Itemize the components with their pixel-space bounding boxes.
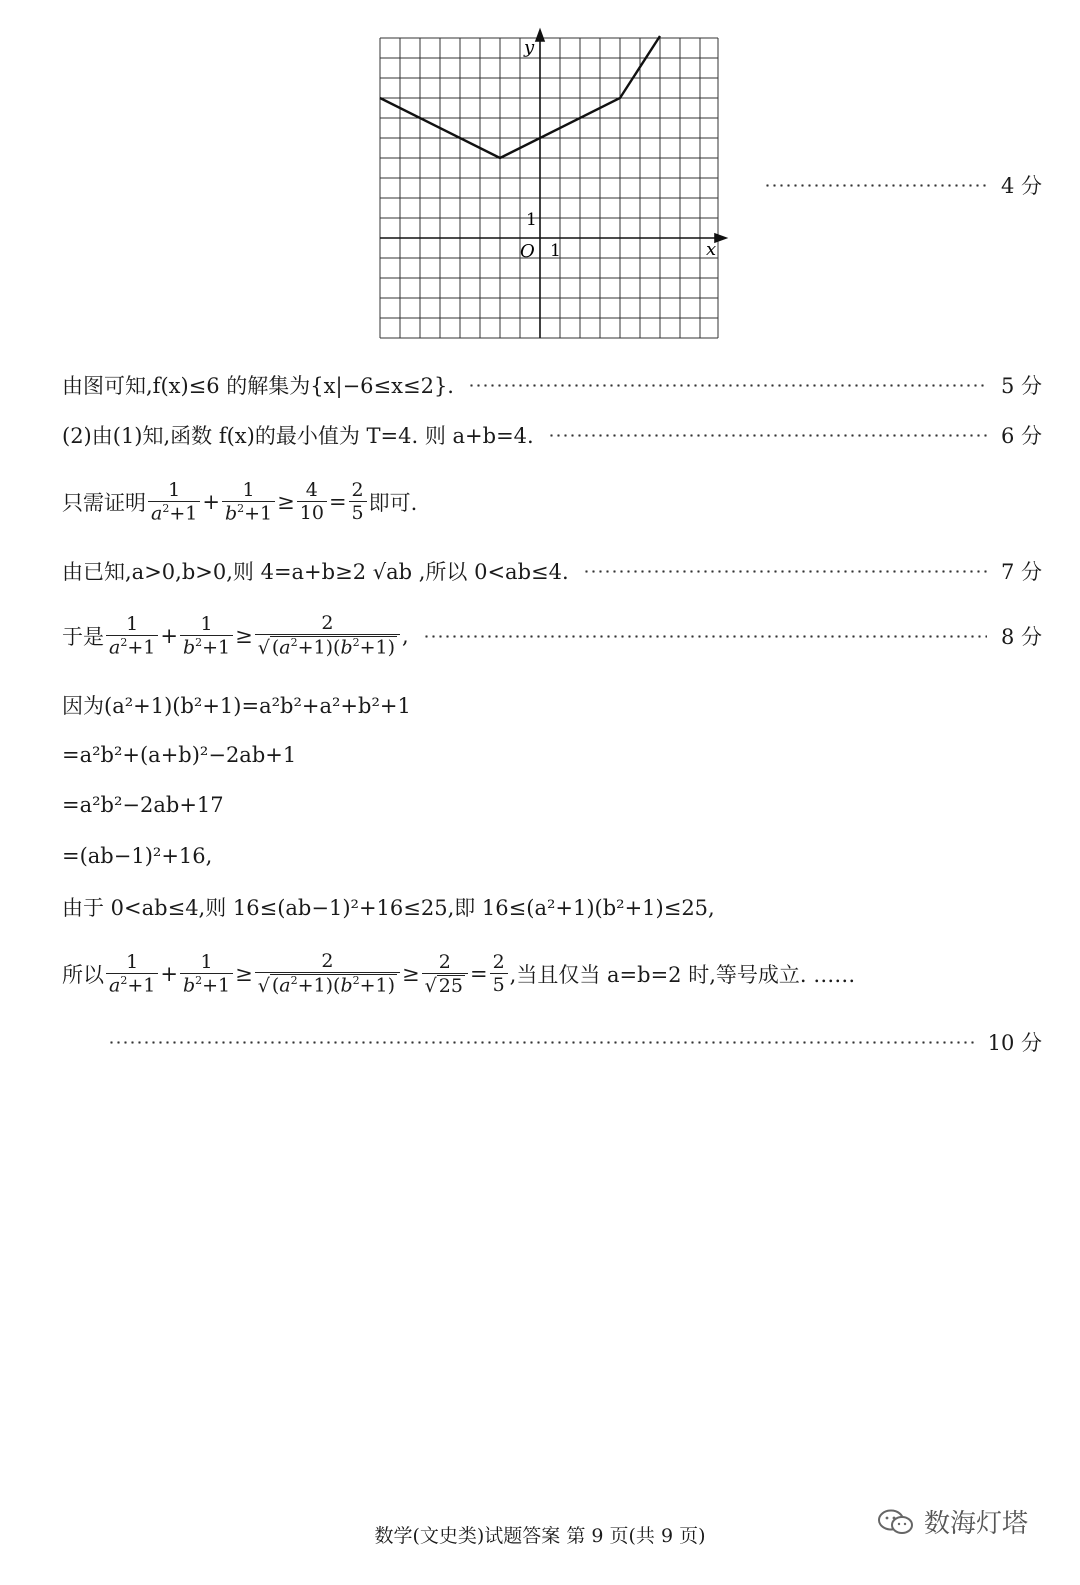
eq-line-2 (62, 790, 1042, 820)
watermark-text: 数海灯塔 (924, 1509, 1029, 1539)
fraction: $\frac{4}{10}$ (297, 480, 327, 524)
so-suffix: ,当且仅当 a=b=2 时,等号成立. …… (509, 963, 856, 987)
score-8: 8 分 (1000, 625, 1042, 649)
so-line: 所以 $\frac{1}{a^2+1}$ + $\frac{1}{b^2+1}$ ≥ 2 √ $(a^2+1)(b^2+1)$ ≥ 2 √ 25 = $\frac{2}{5}$ ,当且仅当 a=b=2 时,等号成立. …… (62, 950, 856, 997)
score-7: 7 分 (1000, 560, 1042, 584)
eq-text-3: =(ab−1)²+16, (62, 844, 213, 868)
function-graph (360, 25, 732, 343)
since-line (62, 892, 1042, 922)
need-prove-prefix: 只需证明 (62, 491, 146, 515)
need-prove-line: 只需证明 $\frac{1}{a^2+1}$ + $\frac{1}{b^2+1}$ ≥ $\frac{4}{10}$ = $\frac{2}{5}$ 即可. (62, 478, 418, 525)
fraction: $\frac{2}{5}$ (349, 480, 367, 524)
page-footer: 数学(文史类)试题答案 第 9 页(共 9 页) (374, 1525, 706, 1547)
fraction: $\frac{1}{a^2+1}$ (148, 480, 200, 524)
given-line (62, 556, 1042, 586)
graph-axes (380, 30, 726, 338)
score-4: 4 分 (1000, 174, 1042, 198)
origin-label: O (520, 241, 535, 262)
fraction: $\frac{1}{a^2+1}$ (106, 614, 158, 658)
leader-dots (423, 635, 987, 638)
y-unit-label: 1 (526, 210, 537, 230)
then-line: 于是 $\frac{1}{a^2+1}$ + $\frac{1}{b^2+1}$ ≥ 2 √ $(a^2+1)(b^2+1)$ , 8 分 (62, 612, 1042, 659)
given-text: 由已知,a>0,b>0,则 4=a+b≥2 √ab ,所以 0<ab≤4. (62, 560, 569, 584)
because-text: 因为(a²+1)(b²+1)=a²b²+a²+b²+1 (62, 694, 411, 718)
so-prefix: 所以 (62, 963, 104, 987)
then-prefix: 于是 (62, 625, 104, 649)
x-unit-label: 1 (550, 241, 561, 261)
leader-dots (468, 384, 987, 387)
part2-text: (2)由(1)知,函数 f(x)的最小值为 T=4. 则 a+b=4. (62, 424, 534, 448)
because-line (62, 690, 1042, 720)
leader-dots (583, 570, 987, 573)
fraction: $\frac{1}{b^2+1}$ (180, 614, 233, 658)
score-line-4 (764, 170, 1042, 200)
eq-text-1: =a²b²+(a+b)²−2ab+1 (62, 743, 297, 767)
score-5: 5 分 (1000, 374, 1042, 398)
solution-set-text: 由图可知,f(x)≤6 的解集为{x|−6≤x≤2}. (62, 374, 454, 398)
score-line-10 (108, 1027, 1042, 1057)
fraction: 2 √ $(a^2+1)(b^2+1)$ (255, 951, 400, 996)
part2-line (62, 420, 1042, 450)
eq-line-1 (62, 740, 1042, 770)
score-6: 6 分 (1000, 424, 1042, 448)
leader-dots (548, 434, 987, 437)
fraction: $\frac{2}{5}$ (490, 952, 508, 996)
graph-grid (380, 38, 718, 338)
solution-set-line (62, 370, 1042, 400)
x-axis-label: x (706, 239, 717, 260)
leader-dots (108, 1041, 974, 1044)
score-10: 10 分 (987, 1031, 1042, 1055)
fraction: $\frac{1}{b^2+1}$ (180, 952, 233, 996)
need-prove-suffix: 即可. (368, 491, 418, 515)
fraction: $\frac{1}{a^2+1}$ (106, 952, 158, 996)
fraction: 2 √ 25 (422, 952, 468, 997)
eq-line-3 (62, 841, 1042, 871)
fraction: 2 √ $(a^2+1)(b^2+1)$ (255, 613, 400, 658)
leader-dots (764, 184, 987, 187)
eq-text-2: =a²b²−2ab+17 (62, 793, 224, 817)
fraction: $\frac{1}{b^2+1}$ (222, 480, 275, 524)
y-axis-label: y (524, 37, 535, 58)
since-text: 由于 0<ab≤4,则 16≤(ab−1)²+16≤25,即 16≤(a²+1)(b²+1)≤25, (62, 896, 715, 920)
